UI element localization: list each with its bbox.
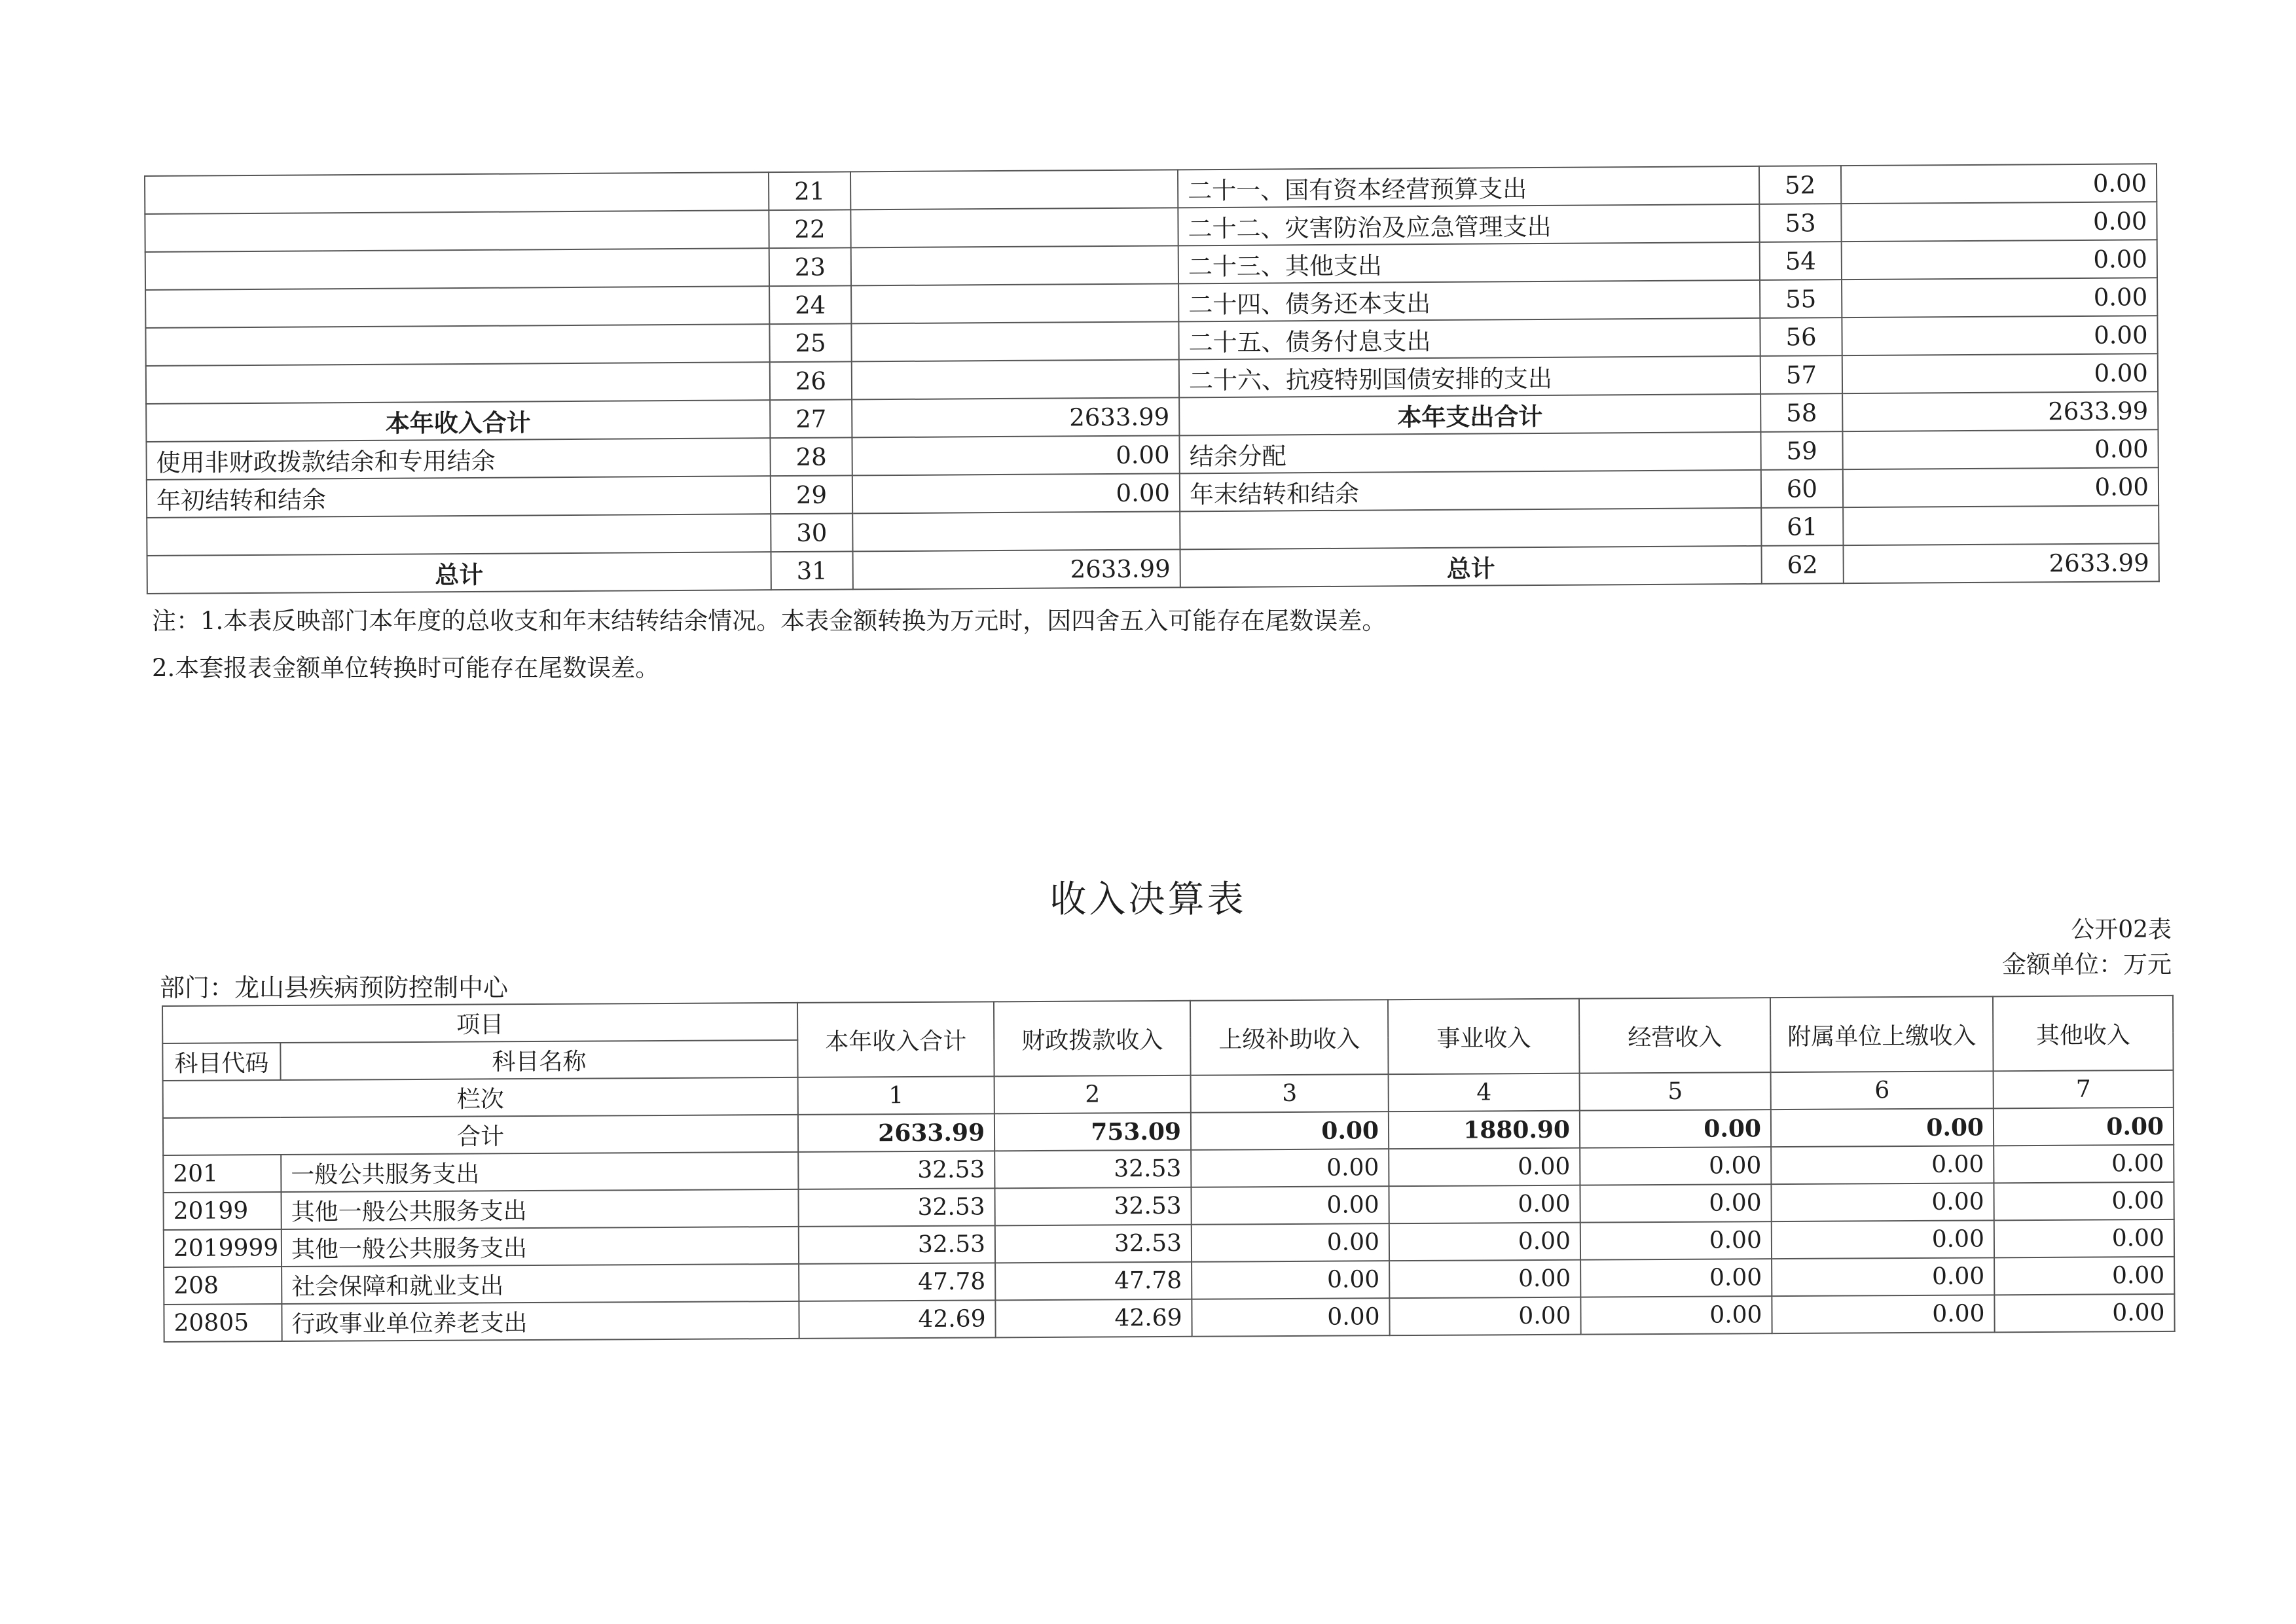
expense-line-no-cell: 53 — [1759, 204, 1841, 242]
expense-amount-cell: 0.00 — [1841, 202, 2157, 242]
income-line-no-cell: 27 — [770, 399, 852, 438]
expense-item-cell: 二十五、债务付息支出 — [1178, 318, 1760, 359]
value-cell-col-6: 0.00 — [1772, 1257, 1994, 1296]
value-cell-col-6: 0.00 — [1771, 1146, 1994, 1184]
value-cell-col-5: 0.00 — [1580, 1147, 1771, 1185]
column-number-7: 7 — [1994, 1070, 2174, 1108]
total-value-2: 753.09 — [994, 1113, 1191, 1151]
header-col-3: 上级补助收入 — [1190, 1000, 1389, 1075]
header-col-5: 经营收入 — [1579, 998, 1771, 1074]
value-cell-col-2: 32.53 — [994, 1187, 1191, 1226]
income-amount-cell: 2633.99 — [853, 549, 1180, 589]
income-amount-cell — [851, 245, 1178, 285]
value-cell-col-1: 32.53 — [798, 1151, 994, 1189]
income-item-cell: 年初结转和结余 — [147, 476, 771, 518]
column-number-3: 3 — [1191, 1074, 1389, 1113]
value-cell-col-7: 0.00 — [1994, 1294, 2174, 1332]
income-final-accounts-table — [162, 995, 2176, 1343]
expense-line-no-cell: 60 — [1761, 469, 1843, 508]
header-name: 科目名称 — [280, 1040, 797, 1080]
income-table-body — [163, 1145, 2174, 1342]
income-amount-cell — [852, 359, 1179, 399]
value-cell-col-6: 0.00 — [1771, 1183, 1994, 1221]
expense-line-no-cell: 57 — [1760, 355, 1842, 394]
income-item-cell — [145, 172, 769, 214]
income-amount-cell — [851, 283, 1178, 323]
expense-line-no-cell: 52 — [1759, 166, 1841, 204]
column-number-1: 1 — [798, 1076, 994, 1115]
subject-code-cell: 20199 — [163, 1192, 281, 1230]
income-item-cell — [145, 210, 769, 252]
value-cell-col-5: 0.00 — [1580, 1184, 1771, 1223]
value-cell-col-1: 47.78 — [799, 1263, 995, 1301]
income-amount-cell: 2633.99 — [852, 397, 1179, 437]
value-cell-col-3: 0.00 — [1191, 1149, 1389, 1187]
subject-name-cell: 一般公共服务支出 — [281, 1152, 798, 1192]
department-label: 部门：龙山县疾病预防控制中心 — [160, 973, 509, 1002]
subject-name-cell: 其他一般公共服务支出 — [282, 1227, 799, 1267]
income-amount-cell: 0.00 — [852, 435, 1179, 475]
value-cell-col-5: 0.00 — [1580, 1296, 1772, 1335]
subject-code-cell: 208 — [164, 1267, 282, 1305]
note-line-1: 注：1.本表反映部门本年度的总收支和年末结转结余情况。本表金额转换为万元时，因四舍五入可能存在尾数误差。 — [152, 607, 1387, 635]
value-cell-col-6: 0.00 — [1772, 1295, 1994, 1333]
value-cell-col-2: 42.69 — [995, 1299, 1192, 1338]
column-number-5: 5 — [1580, 1072, 1771, 1111]
income-amount-cell — [852, 511, 1180, 551]
income-line-no-cell: 25 — [769, 323, 851, 362]
value-cell-col-2: 47.78 — [995, 1262, 1192, 1301]
expense-item-cell — [1180, 508, 1761, 549]
expense-amount-cell: 0.00 — [1842, 316, 2157, 355]
note-line-2: 2.本套报表金额单位转换时可能存在尾数误差。 — [152, 654, 660, 682]
income-line-no-cell: 28 — [770, 437, 852, 476]
value-cell-col-4: 0.00 — [1389, 1223, 1580, 1261]
amount-unit: 金额单位：万元 — [2002, 950, 2172, 979]
value-cell-col-6: 0.00 — [1772, 1220, 1994, 1259]
income-amount-cell — [851, 321, 1178, 361]
subject-name-cell: 行政事业单位养老支出 — [282, 1301, 799, 1341]
expense-amount-cell: 0.00 — [1842, 429, 2158, 469]
subject-code-cell: 201 — [163, 1155, 281, 1193]
total-value-5: 0.00 — [1580, 1110, 1771, 1148]
income-item-cell: 本年收入合计 — [146, 400, 770, 442]
value-cell-col-3: 0.00 — [1191, 1186, 1389, 1225]
total-value-3: 0.00 — [1191, 1111, 1389, 1150]
income-item-cell — [146, 362, 770, 404]
expense-amount-cell: 0.00 — [1842, 353, 2158, 393]
income-item-cell: 使用非财政拨款结余和专用结余 — [146, 438, 770, 480]
column-number-label: 栏次 — [163, 1077, 798, 1118]
header-col-1: 本年收入合计 — [797, 1001, 994, 1077]
income-expense-summary-table — [144, 163, 2160, 594]
income-item-cell: 总计 — [147, 552, 771, 594]
income-item-cell — [147, 514, 771, 556]
value-cell-col-3: 0.00 — [1192, 1298, 1389, 1337]
header-col-4: 事业收入 — [1388, 999, 1580, 1075]
table-number: 公开02表 — [2071, 916, 2172, 943]
income-line-no-cell: 24 — [769, 285, 851, 324]
income-line-no-cell: 30 — [771, 513, 852, 552]
value-cell-col-4: 0.00 — [1389, 1185, 1580, 1224]
expense-line-no-cell: 61 — [1761, 507, 1843, 546]
value-cell-col-2: 32.53 — [994, 1150, 1191, 1189]
expense-item-cell: 二十三、其他支出 — [1178, 242, 1760, 283]
expense-line-no-cell: 58 — [1760, 393, 1842, 432]
value-cell-col-3: 0.00 — [1192, 1223, 1389, 1262]
expense-line-no-cell: 62 — [1762, 545, 1844, 584]
expense-line-no-cell: 59 — [1760, 431, 1842, 470]
income-line-no-cell: 29 — [771, 475, 852, 514]
value-cell-col-5: 0.00 — [1580, 1259, 1772, 1297]
value-cell-col-3: 0.00 — [1192, 1261, 1389, 1299]
income-item-cell — [145, 324, 769, 366]
total-value-7: 0.00 — [1994, 1108, 2174, 1146]
subject-code-cell: 2019999 — [164, 1229, 282, 1267]
value-cell-col-2: 32.53 — [995, 1225, 1192, 1263]
header-code: 科目代码 — [162, 1043, 280, 1081]
total-value-6: 0.00 — [1771, 1108, 1994, 1147]
expense-line-no-cell: 56 — [1760, 317, 1842, 356]
income-table-title: 收入决算表 — [1049, 878, 1247, 921]
income-line-no-cell: 22 — [769, 209, 850, 248]
expense-amount-cell: 2633.99 — [1842, 391, 2158, 431]
expense-amount-cell — [1843, 505, 2159, 545]
value-cell-col-1: 32.53 — [798, 1188, 994, 1227]
header-col-2: 财政拨款收入 — [994, 1001, 1191, 1077]
income-line-no-cell: 21 — [769, 171, 850, 210]
expense-line-no-cell: 54 — [1760, 242, 1842, 280]
subject-name-cell: 社会保障和就业支出 — [282, 1264, 799, 1304]
income-amount-cell — [850, 208, 1178, 247]
expense-amount-cell: 0.00 — [1841, 164, 2157, 204]
value-cell-col-7: 0.00 — [1994, 1182, 2174, 1220]
income-item-cell — [145, 286, 769, 328]
value-cell-col-4: 0.00 — [1389, 1297, 1580, 1336]
subject-name-cell: 其他一般公共服务支出 — [281, 1189, 798, 1229]
income-line-no-cell: 26 — [770, 361, 852, 400]
expense-item-cell: 结余分配 — [1179, 432, 1760, 473]
expense-amount-cell: 0.00 — [1842, 278, 2157, 317]
total-value-4: 1880.90 — [1389, 1111, 1580, 1149]
subject-code-cell: 20805 — [164, 1304, 282, 1342]
expense-item-cell: 二十四、债务还本支出 — [1178, 280, 1760, 321]
value-cell-col-1: 42.69 — [799, 1300, 995, 1339]
expense-amount-cell: 0.00 — [1843, 467, 2159, 507]
expense-item-cell: 本年支出合计 — [1179, 394, 1760, 435]
value-cell-col-7: 0.00 — [1994, 1257, 2174, 1295]
column-number-6: 6 — [1771, 1071, 1994, 1110]
total-value-1: 2633.99 — [798, 1113, 994, 1152]
header-col-7: 其他收入 — [1993, 996, 2174, 1071]
value-cell-col-4: 0.00 — [1389, 1260, 1580, 1299]
expense-amount-cell: 2633.99 — [1844, 543, 2159, 583]
column-number-2: 2 — [994, 1075, 1191, 1114]
summary-table-body — [145, 164, 2159, 594]
income-amount-cell — [850, 170, 1178, 209]
value-cell-col-7: 0.00 — [1994, 1219, 2174, 1257]
expense-item-cell: 二十二、灾害防治及应急管理支出 — [1178, 204, 1759, 245]
expense-item-cell: 二十一、国有资本经营预算支出 — [1178, 166, 1759, 208]
header-col-6: 附属单位上缴收入 — [1770, 996, 1994, 1072]
income-amount-cell: 0.00 — [852, 473, 1180, 513]
value-cell-col-4: 0.00 — [1389, 1148, 1580, 1187]
expense-item-cell: 年末结转和结余 — [1180, 470, 1761, 511]
income-line-no-cell: 23 — [769, 247, 851, 286]
expense-item-cell: 总计 — [1180, 546, 1762, 587]
total-label: 合计 — [163, 1115, 798, 1155]
header-item: 项目 — [162, 1003, 797, 1043]
expense-amount-cell: 0.00 — [1842, 240, 2157, 280]
column-number-4: 4 — [1389, 1074, 1580, 1112]
value-cell-col-7: 0.00 — [1994, 1145, 2174, 1183]
income-line-no-cell: 31 — [771, 551, 853, 590]
expense-line-no-cell: 55 — [1760, 280, 1842, 318]
expense-item-cell: 二十六、抗疫特别国债安排的支出 — [1179, 356, 1760, 397]
value-cell-col-5: 0.00 — [1580, 1221, 1772, 1260]
income-item-cell — [145, 248, 769, 290]
value-cell-col-1: 32.53 — [799, 1225, 995, 1264]
